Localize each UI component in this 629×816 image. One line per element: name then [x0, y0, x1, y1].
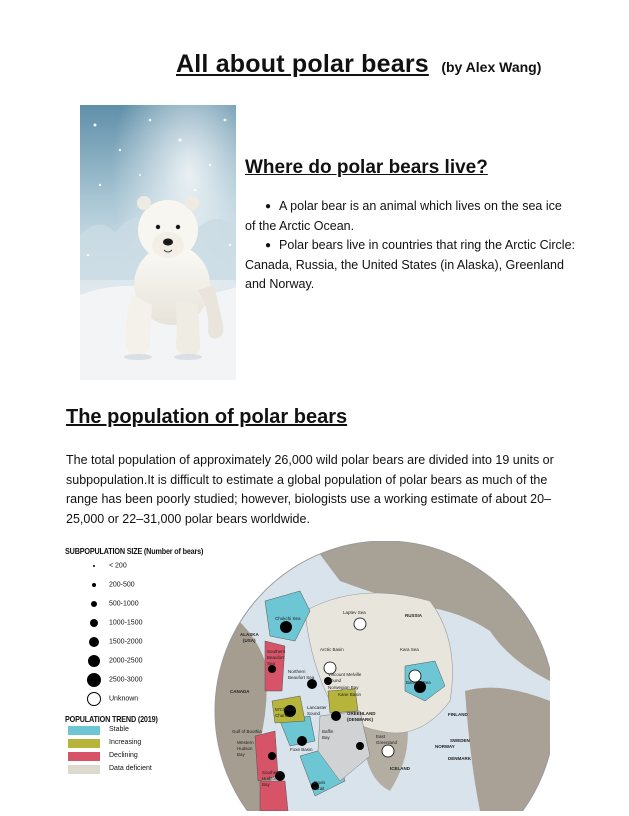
barents-sea-label: Barents Sea — [406, 680, 431, 685]
mcclintock-label: Channel — [275, 713, 292, 718]
size-dot-icon — [92, 583, 96, 587]
stable-swatch — [68, 726, 100, 735]
legend-label: 2000-2500 — [109, 657, 143, 664]
population-circle — [354, 618, 366, 630]
kane-basin-label: Kane Basin — [338, 692, 362, 697]
laptev-sea-label: Laptev Sea — [343, 610, 366, 615]
baffin-bay-label: Baffin — [322, 729, 334, 734]
legend-trend-row — [65, 724, 215, 737]
population-circle — [382, 745, 394, 757]
legend-trend-row — [65, 737, 215, 750]
baffin-bay-label: Bay — [322, 735, 330, 740]
population-circle — [268, 665, 276, 673]
bullet-text: Polar bears live in countries that ring the Arctic Circle: Canada, Russia, the United States (in Alaska), Greenland and Norway. — [245, 238, 576, 291]
size-legend-title: SUBPOPULATION SIZE (Number of bears) — [65, 546, 204, 556]
title-text: All about polar bears — [176, 50, 429, 78]
foxe-basin-label: Foxe Basin — [290, 747, 313, 752]
gulf-of-boothia-label: Gulf of Boothia — [232, 729, 262, 734]
southern-hudson-label: Hudson — [262, 776, 278, 781]
habitat-heading: Where do polar bears live? — [245, 157, 488, 178]
author-byline: (by Alex Wang) — [441, 59, 542, 75]
east-greenland-label: Greenland — [376, 740, 398, 745]
scandinavia-land — [465, 688, 550, 811]
kara-sea-label: Kara Sea — [400, 647, 419, 652]
population-circle — [280, 621, 292, 633]
legend-label: 200-500 — [109, 581, 135, 588]
legend-size-row — [65, 575, 215, 594]
unknown-circle-icon — [87, 692, 101, 706]
habitat-bullet-list — [245, 197, 575, 294]
norway-label: NORWAY — [435, 744, 455, 749]
legend-label: 500-1000 — [109, 600, 139, 607]
declining-swatch — [68, 752, 100, 761]
legend-size-row — [65, 670, 215, 689]
greenland-label: GREENLAND — [347, 711, 376, 716]
southern-beaufort-label: Sea — [267, 661, 276, 666]
northern-beaufort-label: Northern — [288, 669, 306, 674]
canada-label: CANADA — [230, 689, 250, 694]
population-circle — [307, 679, 317, 689]
western-hudson-label: Bay — [237, 752, 245, 757]
legend-trend-row — [65, 763, 215, 776]
denmark-label: DENMARK — [448, 756, 471, 761]
davis-strait-label: Strait — [314, 786, 325, 791]
population-circle — [297, 736, 307, 746]
bullet-icon: ● — [265, 240, 272, 251]
legend-size-row — [65, 594, 215, 613]
size-dot-icon — [93, 565, 95, 567]
east-greenland-label: East — [376, 734, 386, 739]
trend-legend-title: POPULATION TREND (2019) — [65, 714, 158, 724]
increasing-swatch — [68, 739, 100, 748]
western-hudson-label: Western — [237, 740, 254, 745]
population-circle — [268, 752, 276, 760]
list-item — [245, 236, 575, 294]
legend-trend-row — [65, 750, 215, 763]
legend-label: < 200 — [109, 562, 127, 569]
usa-label: (USA) — [243, 638, 256, 643]
sweden-label: SWEDEN — [450, 738, 470, 743]
viscount-label: Sound — [328, 678, 342, 683]
legend-label: Stable — [109, 726, 129, 733]
size-dot-icon — [89, 637, 99, 647]
russia-label: RUSSIA — [405, 613, 423, 618]
size-dot-icon — [87, 673, 101, 687]
legend-label: 1000-1500 — [109, 619, 143, 626]
bullet-icon: ● — [265, 201, 272, 212]
northern-beaufort-label: Beaufort Sea — [288, 675, 315, 680]
mcclintock-label: M'Clintock — [275, 707, 296, 712]
iceland-label: ICELAND — [390, 766, 410, 771]
southern-hudson-label: Southern — [262, 770, 281, 775]
southern-hudson-label: Bay — [262, 782, 270, 787]
map-legend — [65, 546, 215, 776]
page-title — [176, 50, 541, 79]
finland-label: FINLAND — [448, 712, 468, 717]
size-dot-icon — [88, 655, 100, 667]
legend-size-row — [65, 651, 215, 670]
viscount-label: Viscount Melville — [328, 672, 362, 677]
population-paragraph: The total population of approximately 26,000 wild polar bears are divided into 19 units or subpopulation.It is difficult to estimate a global population of polar bears as much of the range has been poorly studied; however, biologists use a working estimate of about 20–25,000 or 22–31,000 polar bears worldwide. — [66, 453, 554, 526]
population-circle — [331, 711, 341, 721]
population-circle — [356, 742, 364, 750]
legend-label: 1500-2000 — [109, 638, 143, 645]
legend-size-row — [65, 689, 215, 708]
legend-label: 2500-3000 — [109, 676, 143, 683]
size-dot-icon — [90, 619, 98, 627]
southern-beaufort-label: Southern — [267, 649, 286, 654]
chukchi-sea-label: Chukchi Sea — [275, 616, 301, 621]
legend-label: Unknown — [109, 695, 139, 702]
alaska-label: ALASKA — [240, 632, 259, 637]
legend-size-row — [65, 613, 215, 632]
legend-size-row — [65, 632, 215, 651]
legend-label: Declining — [109, 752, 138, 759]
data-deficient-swatch — [68, 765, 100, 774]
legend-label: Data deficient — [109, 765, 152, 772]
greenland-label: (DENMARK) — [347, 717, 373, 722]
bullet-text: A polar bear is an animal which lives on the sea ice of the Arctic Ocean. — [245, 199, 562, 233]
norwegian-bay-label: Norwegian Bay — [328, 685, 359, 690]
legend-label: Increasing — [109, 739, 142, 746]
lancaster-label: Lancaster — [307, 705, 327, 710]
arctic-basin-label: Arctic Basin — [320, 647, 344, 652]
western-hudson-label: Hudson — [237, 746, 253, 751]
polar-bear-photo — [80, 105, 236, 380]
southern-beaufort-label: Beaufort — [267, 655, 285, 660]
polar-bear-subpopulation-map — [210, 541, 550, 811]
legend-size-row — [65, 556, 215, 575]
davis-strait-label: Davis — [314, 780, 326, 785]
population-heading: The population of polar bears — [66, 406, 348, 428]
list-item — [245, 197, 575, 236]
lancaster-label: Sound — [307, 711, 321, 716]
size-dot-icon — [91, 601, 97, 607]
